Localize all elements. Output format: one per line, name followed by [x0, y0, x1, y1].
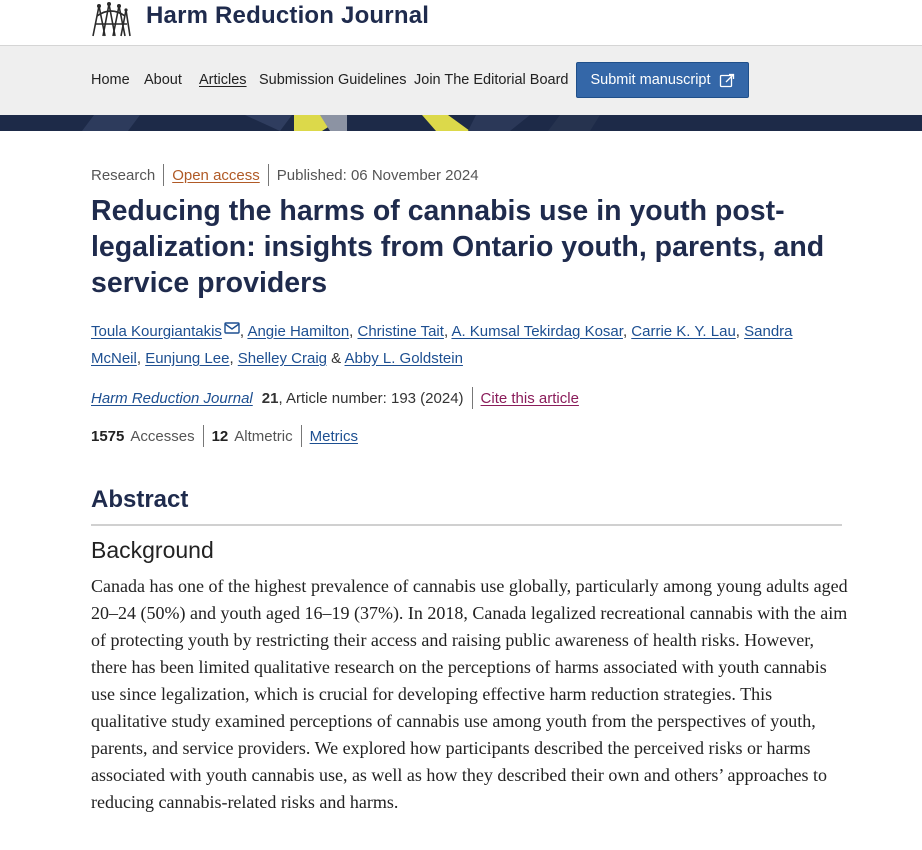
- divider: [268, 164, 269, 186]
- background-heading: Background: [91, 537, 214, 563]
- journal-logo-icon[interactable]: [91, 0, 131, 38]
- accesses-count: 1575: [91, 427, 125, 445]
- nav-join-editorial-board[interactable]: Join The Editorial Board: [414, 72, 569, 88]
- volume: 21: [261, 389, 279, 407]
- metrics-row: [91, 424, 358, 448]
- nav-about[interactable]: About: [144, 72, 182, 88]
- brand-bar: [0, 0, 922, 46]
- article-title: Reducing the harms of cannabis use in youth post-legalization: insights from Ontario youth, parents, and service providers: [91, 195, 825, 299]
- nav-submission-guidelines[interactable]: Submission Guidelines: [259, 72, 407, 88]
- author-link[interactable]: Toula Kourgiantakis: [91, 323, 222, 340]
- open-access-link[interactable]: Open access: [172, 166, 260, 184]
- author-link[interactable]: Christine Tait: [357, 323, 444, 340]
- submit-manuscript-label: Submit manuscript: [590, 72, 711, 88]
- divider: [163, 164, 164, 186]
- author-link[interactable]: Carrie K. Y. Lau: [631, 323, 736, 340]
- accesses-label: Accesses: [130, 427, 195, 445]
- section-divider: [91, 524, 842, 526]
- divider: [472, 387, 473, 409]
- abstract-heading: Abstract: [91, 486, 189, 513]
- author-list: Toula Kourgiantakis , Angie Hamilton, Christine Tait, A. Kumsal Tekirdag Kosar, Carrie K. Y. Lau, Sandra McNeil, Eunjung Lee, Shelley Craig & Abby L. Goldstein: [91, 323, 793, 367]
- author-link[interactable]: A. Kumsal Tekirdag Kosar: [451, 323, 623, 340]
- article-type: Research: [91, 166, 156, 184]
- altmetric-label: Altmetric: [234, 427, 293, 445]
- journal-title[interactable]: Harm Reduction Journal: [146, 2, 430, 29]
- decorative-banner: [0, 115, 922, 131]
- cite-this-article-link[interactable]: Cite this article: [480, 389, 579, 407]
- altmetric-count: 12: [211, 427, 229, 445]
- banner-pattern-icon: [0, 115, 922, 131]
- main-nav: [0, 46, 922, 115]
- author-link[interactable]: Angie Hamilton: [247, 323, 350, 340]
- author-link[interactable]: Eunjung Lee: [145, 350, 230, 367]
- background-paragraph: Canada has one of the highest prevalence of cannabis use globally, particularly among young adults aged 20–24 (50%) and youth aged 16–19 (37%). In 2018, Canada legalized recreational cannabis with the aim of protecting youth by restricting their access and raising public awareness of health risks. However, there has been limited qualitative research on the perceptions of harms associated with youth cannabis use since legalization, which is crucial for developing effective harm reduction strategies. This qualitative study examined perceptions of cannabis use among youth from the perspectives of youth, parents, and service providers. We explored how participants described the perceived risks or harms associated with youth cannabis use, as well as how they described their own and others’ approaches to reducing cannabis-related risks and harms.: [91, 576, 848, 812]
- article-number: , Article number: 193 (2024): [278, 389, 464, 407]
- journal-link[interactable]: Harm Reduction Journal: [91, 389, 253, 407]
- citation-row: [91, 386, 579, 410]
- author-link[interactable]: Sandra McNeil: [91, 323, 793, 367]
- published-date: Published: 06 November 2024: [276, 166, 479, 184]
- author-link[interactable]: Abby L. Goldstein: [344, 350, 463, 367]
- nav-home[interactable]: Home: [91, 72, 130, 88]
- author-link[interactable]: Shelley Craig: [237, 350, 327, 367]
- article-meta: [91, 164, 479, 186]
- divider: [301, 425, 302, 447]
- external-link-icon: [719, 72, 735, 88]
- submit-manuscript-button[interactable]: [576, 62, 749, 98]
- nav-articles[interactable]: Articles: [199, 72, 247, 88]
- divider: [203, 425, 204, 447]
- email-icon[interactable]: [224, 322, 240, 334]
- metrics-link[interactable]: Metrics: [309, 427, 358, 445]
